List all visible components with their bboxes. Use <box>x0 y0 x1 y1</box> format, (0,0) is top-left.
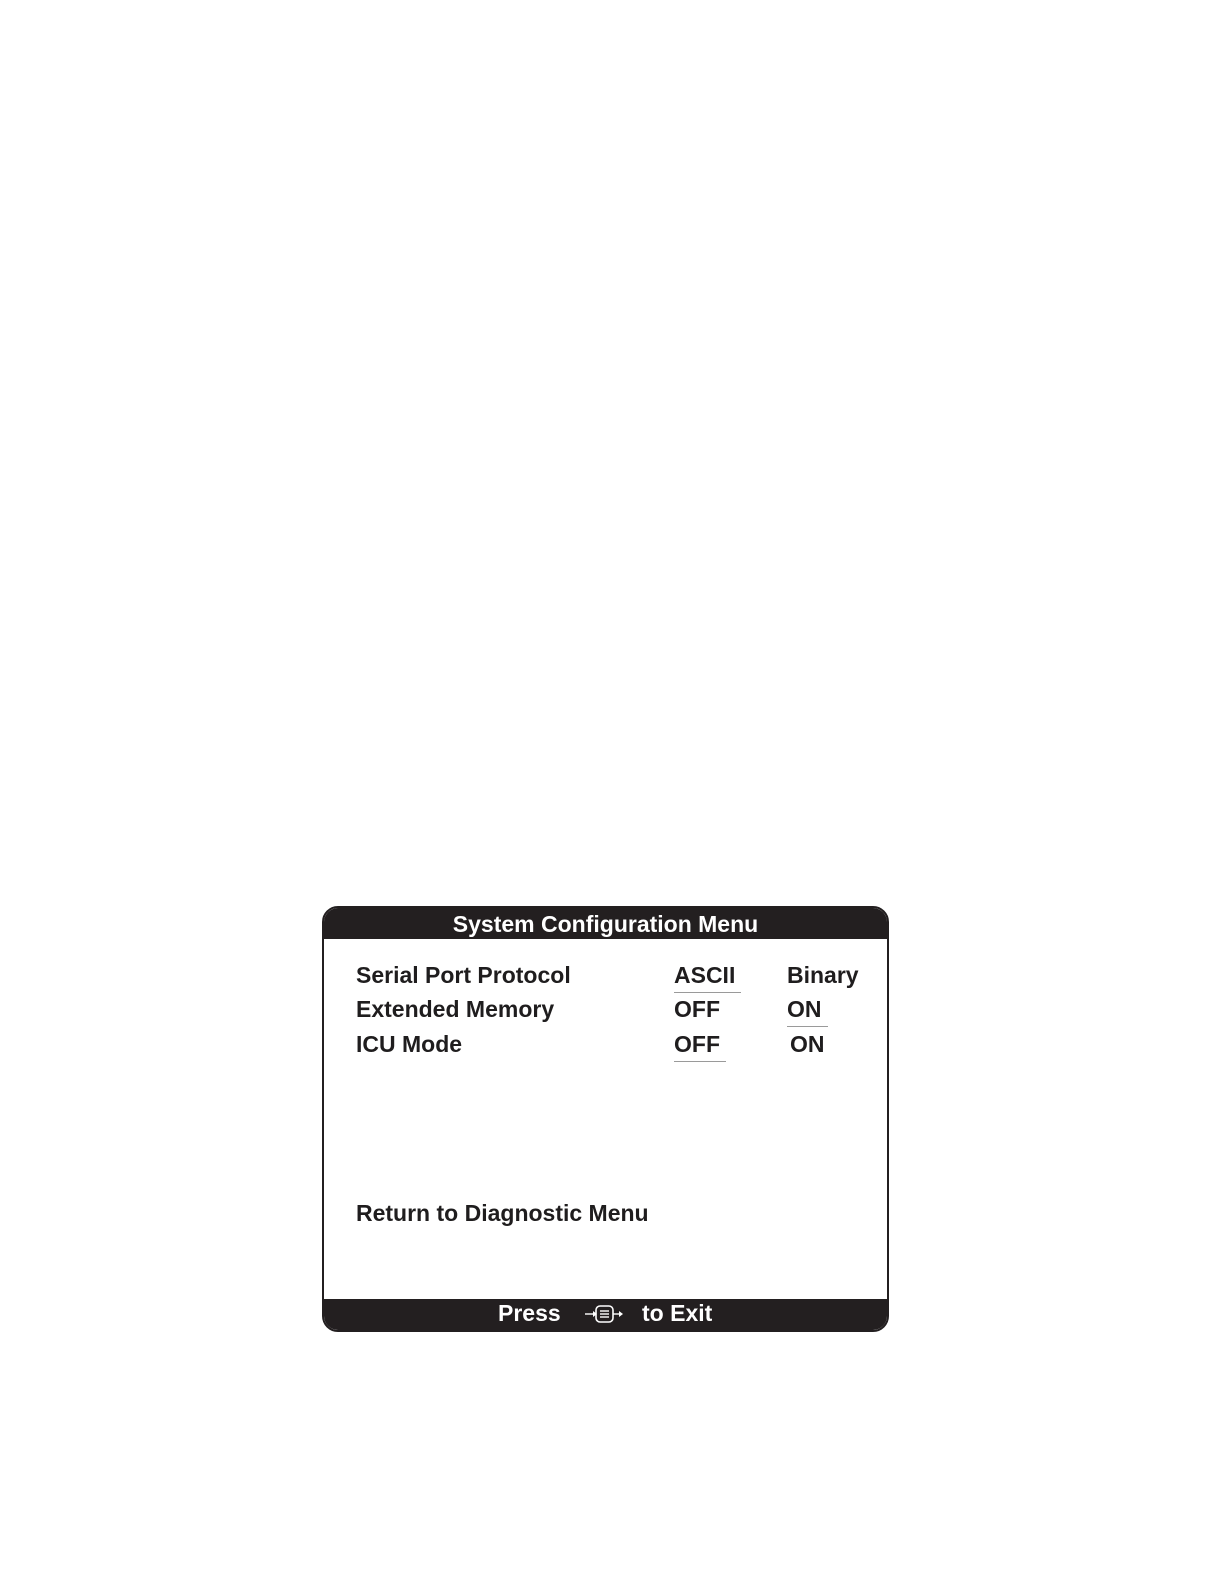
footer-exit-text: to Exit <box>642 1300 713 1326</box>
option-extended-memory-off[interactable]: OFF <box>674 996 720 1022</box>
menu-title: System Configuration Menu <box>324 908 887 939</box>
menu-button-icon <box>584 1303 624 1325</box>
option-binary[interactable]: Binary <box>787 962 859 988</box>
system-configuration-menu <box>322 906 889 1332</box>
return-to-diagnostic-menu[interactable]: Return to Diagnostic Menu <box>356 1200 649 1226</box>
option-icu-mode-on[interactable]: ON <box>790 1031 825 1057</box>
option-icu-mode-off[interactable]: OFF <box>674 1031 720 1057</box>
footer-press-text: Press <box>498 1300 561 1326</box>
setting-serial-port-protocol-label[interactable]: Serial Port Protocol <box>356 962 571 988</box>
option-ascii[interactable]: ASCII <box>674 962 736 988</box>
setting-icu-mode-label[interactable]: ICU Mode <box>356 1031 463 1057</box>
setting-extended-memory-label[interactable]: Extended Memory <box>356 996 555 1022</box>
menu-footer <box>324 1299 887 1330</box>
option-extended-memory-on[interactable]: ON <box>787 996 822 1022</box>
